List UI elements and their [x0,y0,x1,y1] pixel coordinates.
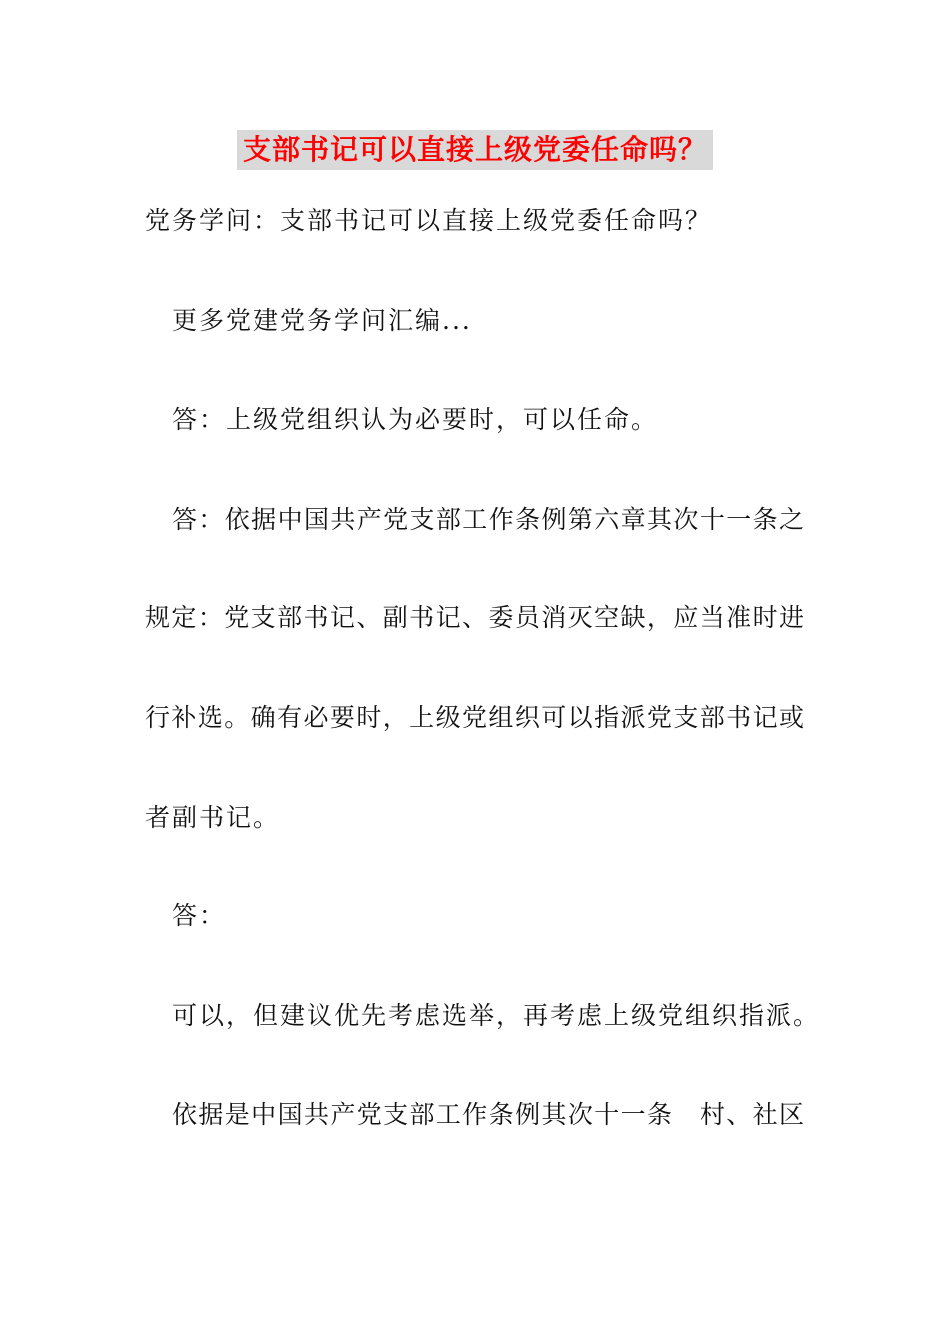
paragraph-line: 党务学问：支部书记可以直接上级党委任命吗？ [145,206,713,235]
paragraph-line: 规定：党支部书记、副书记、委员消灭空缺，应当准时进 [145,603,804,632]
paragraph-line: 依据是中国共产党支部工作条例其次十一条 村、社区 [172,1100,804,1129]
paragraph-line: 者副书记。 [145,803,281,832]
title-container [0,130,950,170]
document-title: 支部书记可以直接上级党委任命吗？ [237,130,713,170]
paragraph-line: 答：上级党组织认为必要时，可以任命。 [172,405,659,434]
paragraph-line: 行补选。确有必要时，上级党组织可以指派党支部书记或 [145,703,804,732]
paragraph-line: 更多党建党务学问汇编... [172,306,472,335]
paragraph-line: 答： [172,901,227,930]
paragraph-line: 可以，但建议优先考虑选举，再考虑上级党组织指派。 [172,1001,821,1030]
paragraph-line: 答：依据中国共产党支部工作条例第六章其次十一条之 [172,505,804,534]
